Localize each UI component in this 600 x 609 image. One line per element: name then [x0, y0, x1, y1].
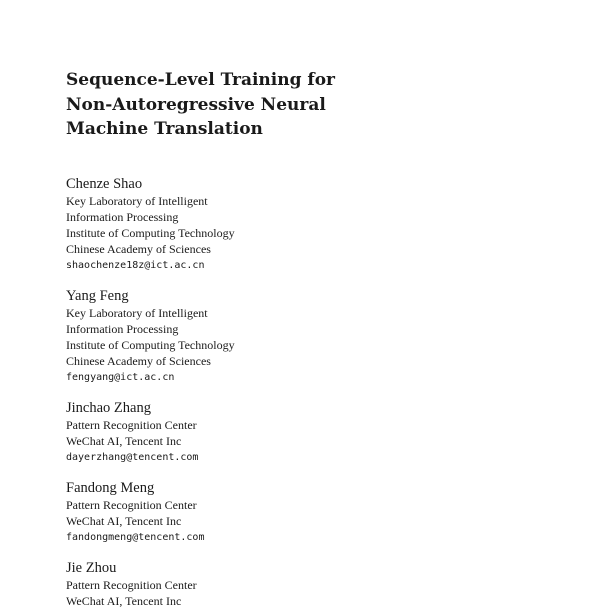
author-affiliation-line: Pattern Recognition Center: [66, 498, 197, 512]
paper-title: [66, 68, 486, 142]
author-email: fengyang@ict.ac.cn: [66, 372, 175, 383]
author-affiliation-line: WeChat AI, Tencent Inc: [66, 514, 182, 528]
author-name: Fandong Meng: [66, 480, 155, 496]
author-name: Jie Zhou: [66, 560, 117, 576]
author-block-yang-feng: [66, 287, 546, 386]
author-affiliation-line: Information Processing: [66, 322, 179, 336]
author-affiliation-line: Institute of Computing Technology: [66, 226, 235, 240]
author-affiliation-line: Key Laboratory of Intelligent: [66, 306, 208, 320]
author-email: shaochenze18z@ict.ac.cn: [66, 260, 205, 271]
author-affiliation-line: Pattern Recognition Center: [66, 578, 197, 592]
author-affiliation-line: Chinese Academy of Sciences: [66, 354, 211, 368]
author-block-jie-zhou: [66, 559, 546, 609]
author-block-chenze-shao: [66, 175, 546, 274]
author-name: Chenze Shao: [66, 176, 143, 192]
author-affiliation-line: Information Processing: [66, 210, 179, 224]
author-block-jinchao-zhang: [66, 399, 546, 466]
author-affiliation-line: WeChat AI, Tencent Inc: [66, 594, 182, 608]
author-affiliation-line: WeChat AI, Tencent Inc: [66, 434, 182, 448]
author-block-fandong-meng: [66, 479, 546, 546]
author-affiliation-line: Pattern Recognition Center: [66, 418, 197, 432]
title-line: Sequence-Level Training for: [66, 70, 336, 90]
author-affiliation-line: Chinese Academy of Sciences: [66, 242, 211, 256]
author-email: fandongmeng@tencent.com: [66, 532, 205, 543]
title-line: Non-Autoregressive Neural: [66, 94, 326, 115]
author-affiliation-line: Institute of Computing Technology: [66, 338, 235, 352]
author-affiliation-line: Key Laboratory of Intelligent: [66, 194, 208, 208]
author-name: Yang Feng: [66, 288, 129, 304]
author-email: dayerzhang@tencent.com: [66, 452, 199, 463]
author-name: Jinchao Zhang: [66, 400, 151, 416]
title-line: Machine Translation: [66, 119, 263, 139]
